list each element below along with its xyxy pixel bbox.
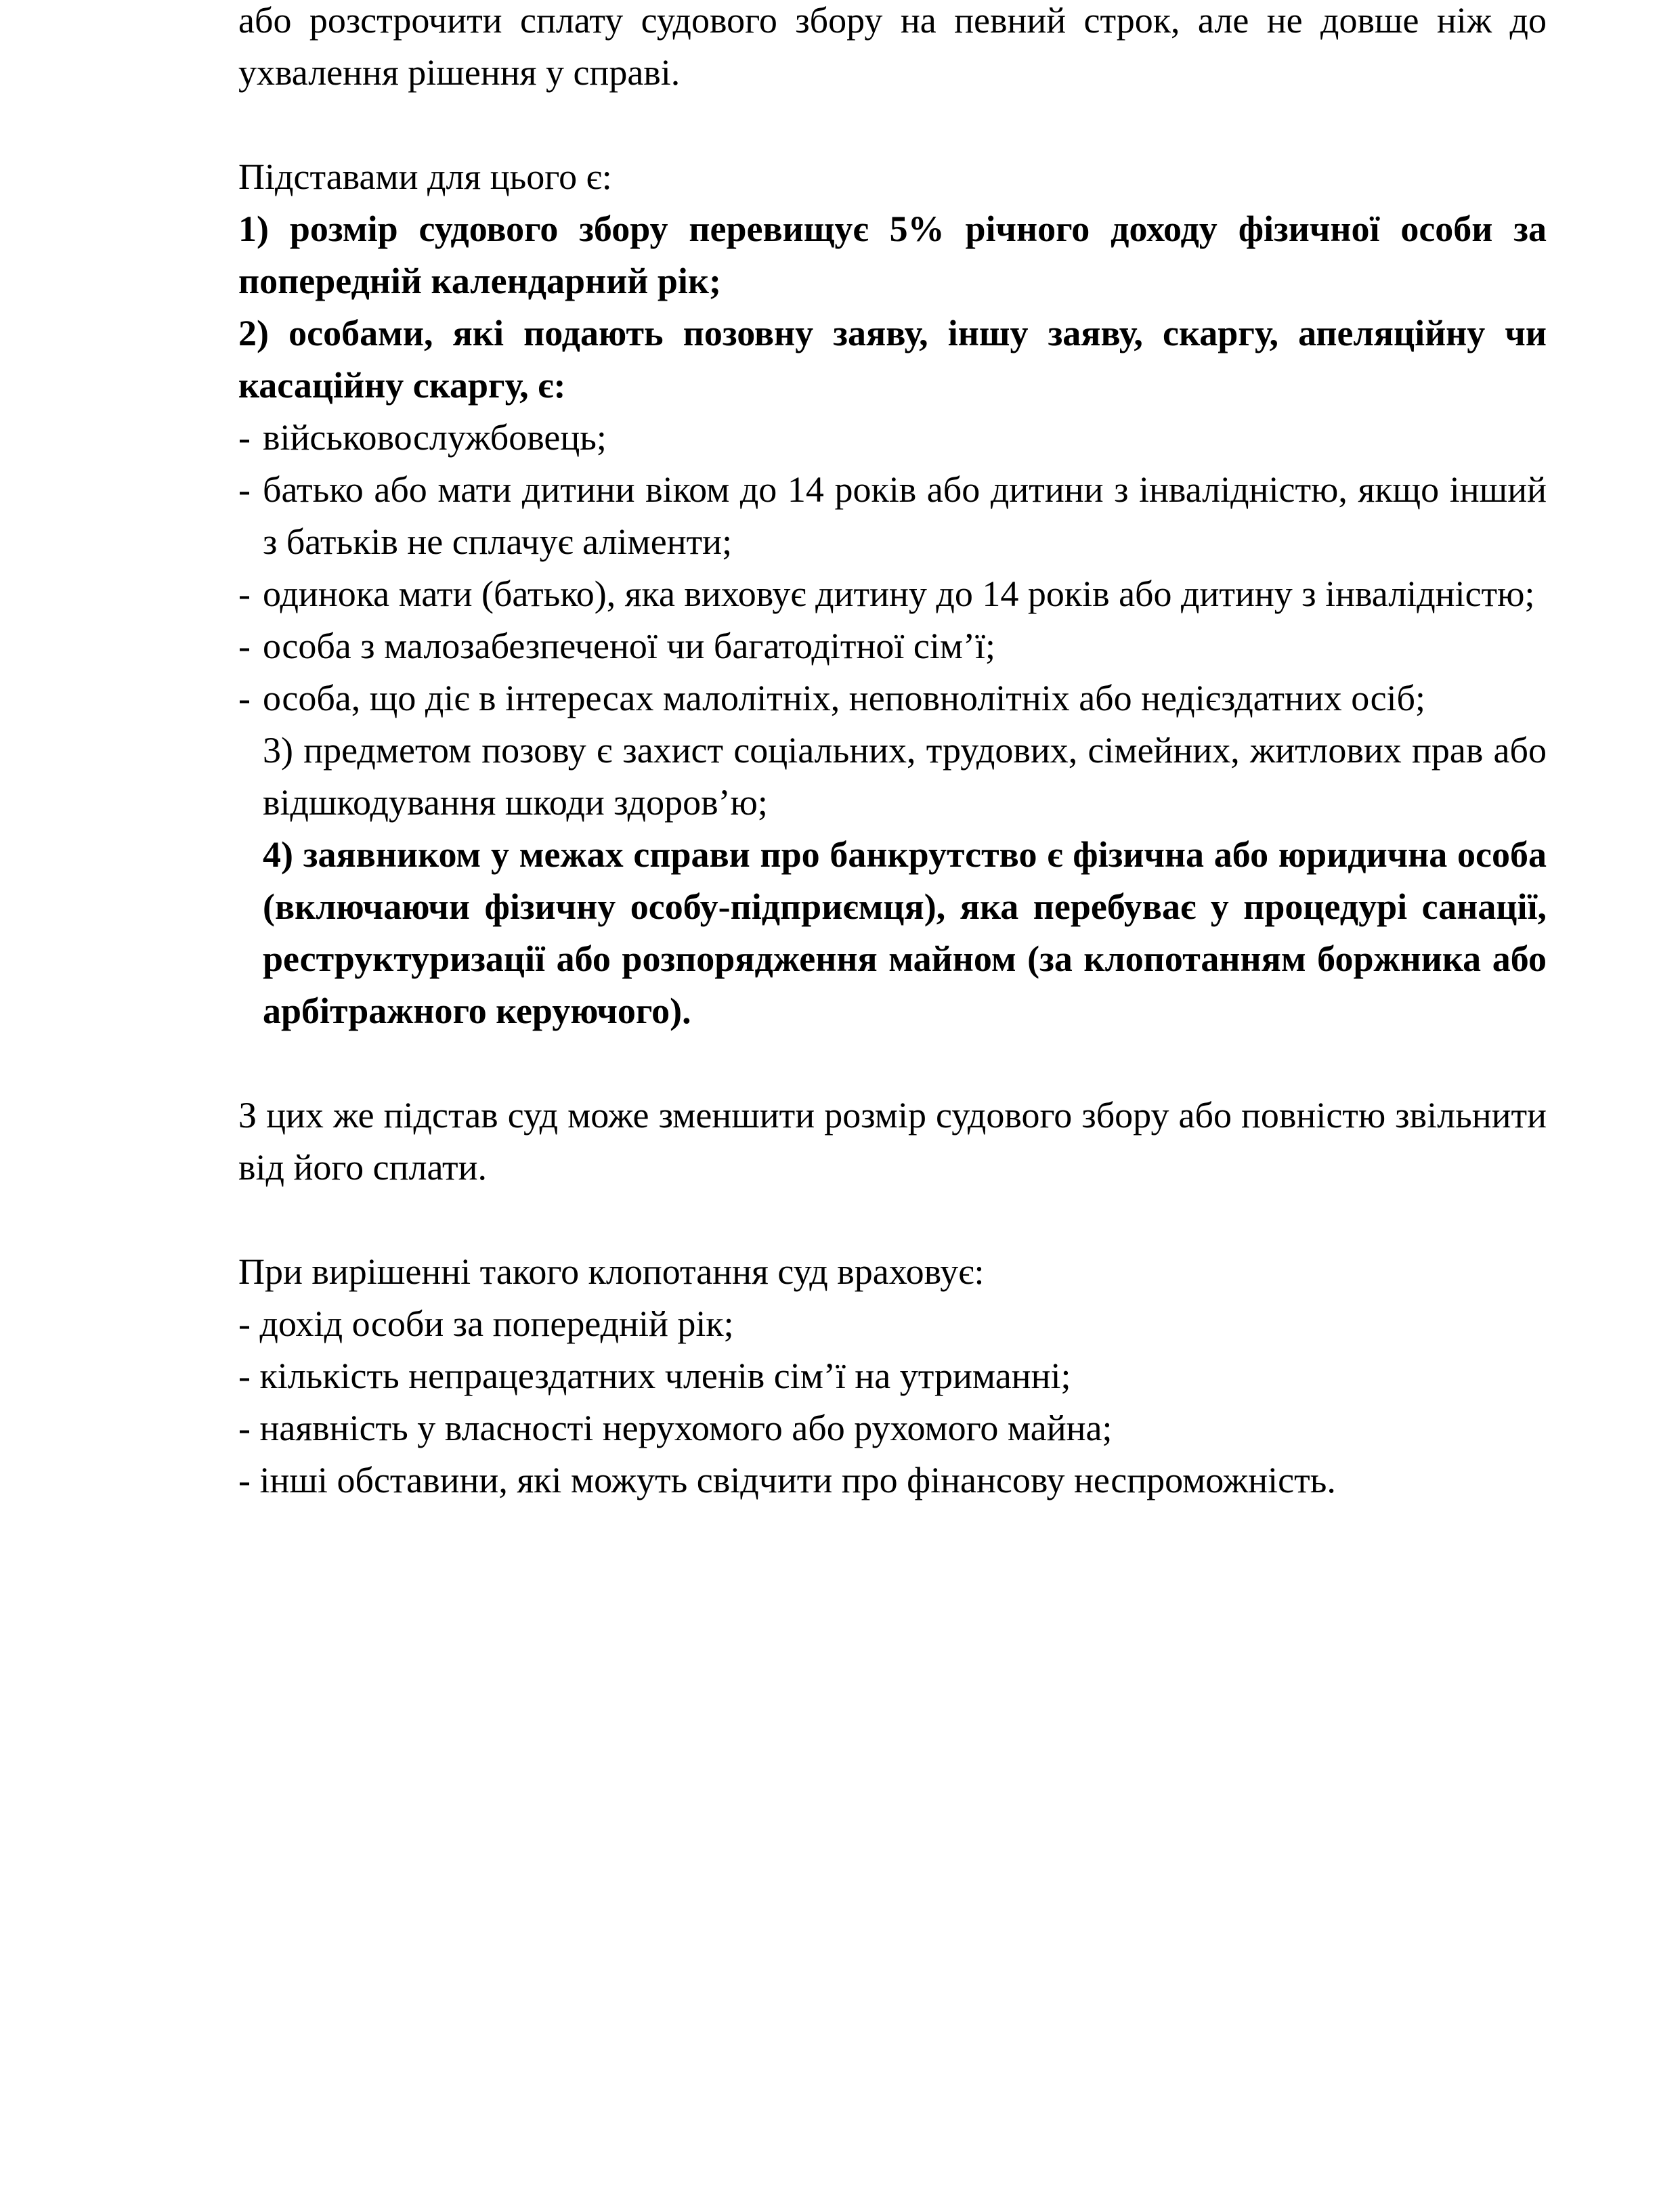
list-dash: - (238, 626, 251, 666)
ground-4: 4) заявником у межах справи про банкрутство є фізична або юридична особа (включаючи фізичну особу-підприємця), яка перебуває у процедурі санації, реструктуризації або розпорядження майном (за клопотанням боржника або арбітражного керуючого). (263, 834, 1547, 1031)
paragraph-spacer (238, 99, 1547, 151)
consideration-item: - інші обставини, які можуть свідчити про фінансову неспроможність. (238, 1460, 1336, 1500)
person-item-text: особа з малозабезпеченої чи багатодітної сім’ї; (263, 626, 996, 666)
grounds-intro: Підставами для цього є: (238, 156, 612, 197)
person-item-text: одинока мати (батько), яка виховує дитину до 14 років або дитину з інвалідністю; (263, 574, 1535, 614)
consideration-item: - наявність у власності нерухомого або рухомого майна; (238, 1408, 1113, 1448)
considerations-intro: При вирішенні такого клопотання суд враховує: (238, 1251, 985, 1292)
paragraph-spacer (238, 1194, 1547, 1246)
paragraph-spacer (238, 1037, 1547, 1089)
list-dash: - (238, 469, 251, 510)
continuation-paragraph: або розстрочити сплату судового збору на певний строк, але не довше ніж до ухвалення рішення у справі. (238, 0, 1547, 93)
consideration-item: - дохід особи за попередній рік; (238, 1303, 734, 1344)
person-item (238, 464, 1547, 568)
ground-2: 2) особами, які подають позовну заяву, іншу заяву, скаргу, апеляційну чи касаційну скаргу, є: (238, 313, 1547, 406)
person-item (238, 620, 1547, 672)
reduce-paragraph: З цих же підстав суд може зменшити розмір судового збору або повністю звільнити від його сплати. (238, 1095, 1547, 1188)
consideration-item: - кількість непрацездатних членів сім’ї на утриманні; (238, 1356, 1071, 1396)
ground-1: 1) розмір судового збору перевищує 5% річного доходу фізичної особи за попередній календарний рік; (238, 209, 1547, 301)
list-dash: - (238, 417, 251, 458)
person-item (238, 412, 1547, 464)
document-body (238, 0, 1547, 1507)
ground-3: 3) предметом позову є захист соціальних, трудових, сімейних, житлових прав або відшкодування шкоди здоров’ю; (263, 730, 1547, 823)
person-item-text: особа, що діє в інтересах малолітніх, неповнолітніх або недієздатних осіб; (263, 678, 1426, 718)
person-item-text: військовослужбовець; (263, 417, 607, 458)
list-dash: - (238, 678, 251, 718)
list-dash: - (238, 574, 251, 614)
person-item-text: батько або мати дитини віком до 14 років або дитини з інвалідністю, якщо інший з батьків не сплачує аліменти; (263, 469, 1547, 562)
person-item (238, 568, 1547, 620)
person-item (238, 672, 1547, 724)
